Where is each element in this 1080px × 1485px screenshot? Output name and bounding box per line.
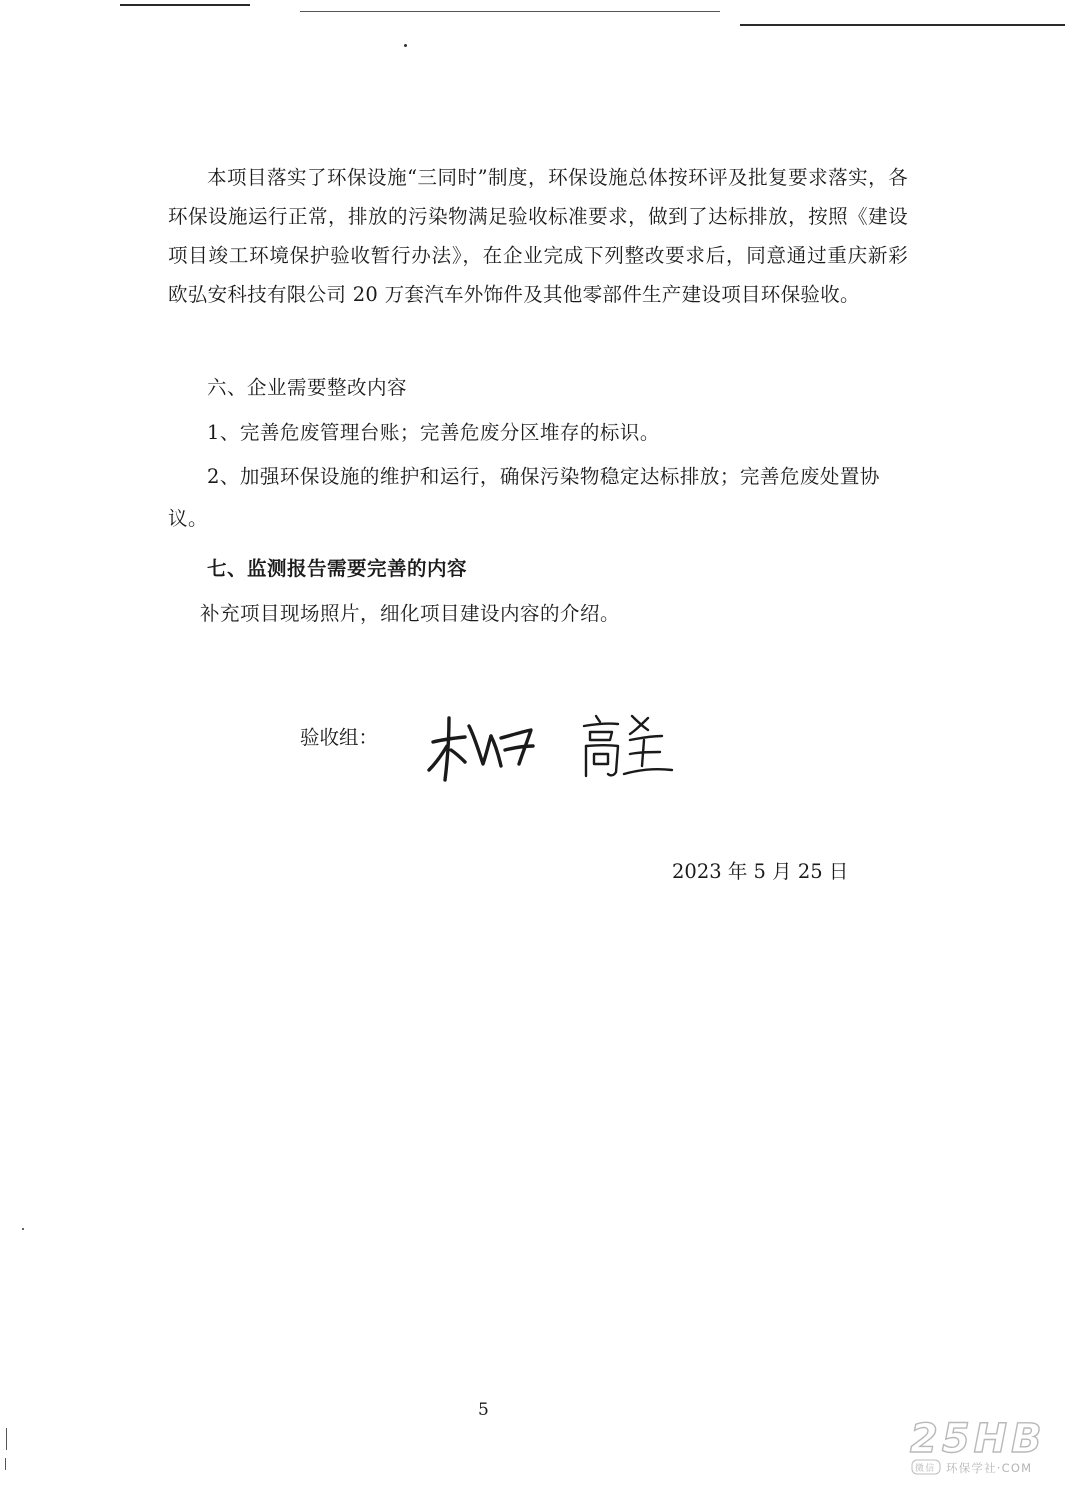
acceptance-group-label: 验收组：: [300, 726, 379, 749]
document-date: 2023 年 5 月 25 日: [672, 860, 849, 883]
watermark-subtitle: 环保学社·COM: [946, 1461, 1033, 1475]
scan-edge-line-right: [740, 24, 1065, 26]
list-item: 1、完善危废管理台账；完善危废分区堆存的标识。: [207, 421, 660, 444]
handwritten-signature-1: [425, 708, 545, 788]
scan-speck: [404, 44, 407, 47]
section-seven-heading: 七、监测报告需要完善的内容: [207, 557, 468, 580]
watermark-logo-text: 25HB: [910, 1416, 1046, 1462]
handwritten-signature-2: [578, 710, 678, 790]
scan-edge-line-left: [120, 4, 250, 6]
scan-edge-mark-bottom: [5, 1458, 6, 1470]
section-seven-body: 补充项目现场照片，细化项目建设内容的介绍。: [200, 602, 621, 625]
section-six-heading: 六、企业需要整改内容: [207, 376, 408, 399]
site-watermark-logo: [906, 1410, 1076, 1480]
list-item: 2、加强环保设施的维护和运行，确保污染物稳定达标排放；完善危废处置协议。: [168, 465, 880, 530]
watermark-badge: 微信: [915, 1464, 936, 1474]
scan-edge-mark-bottom: [6, 1428, 7, 1450]
conclusion-paragraph: 本项目落实了环保设施“三同时”制度，环保设施总体按环评及批复要求落实，各环保设施运行正常，排放的污染物满足验收标准要求，做到了达标排放，按照《建设项目竣工环境保护验收暂行办法》，在企业完成下列整改要求后，同意通过重庆新彩欧弘安科技有限公司 20 万套汽车外饰件及其他零部件生产建设项目环保验收。: [168, 166, 908, 306]
page-number: 5: [478, 1400, 489, 1420]
scan-speck: [22, 1228, 24, 1230]
scan-edge-line-mid: [300, 11, 720, 12]
